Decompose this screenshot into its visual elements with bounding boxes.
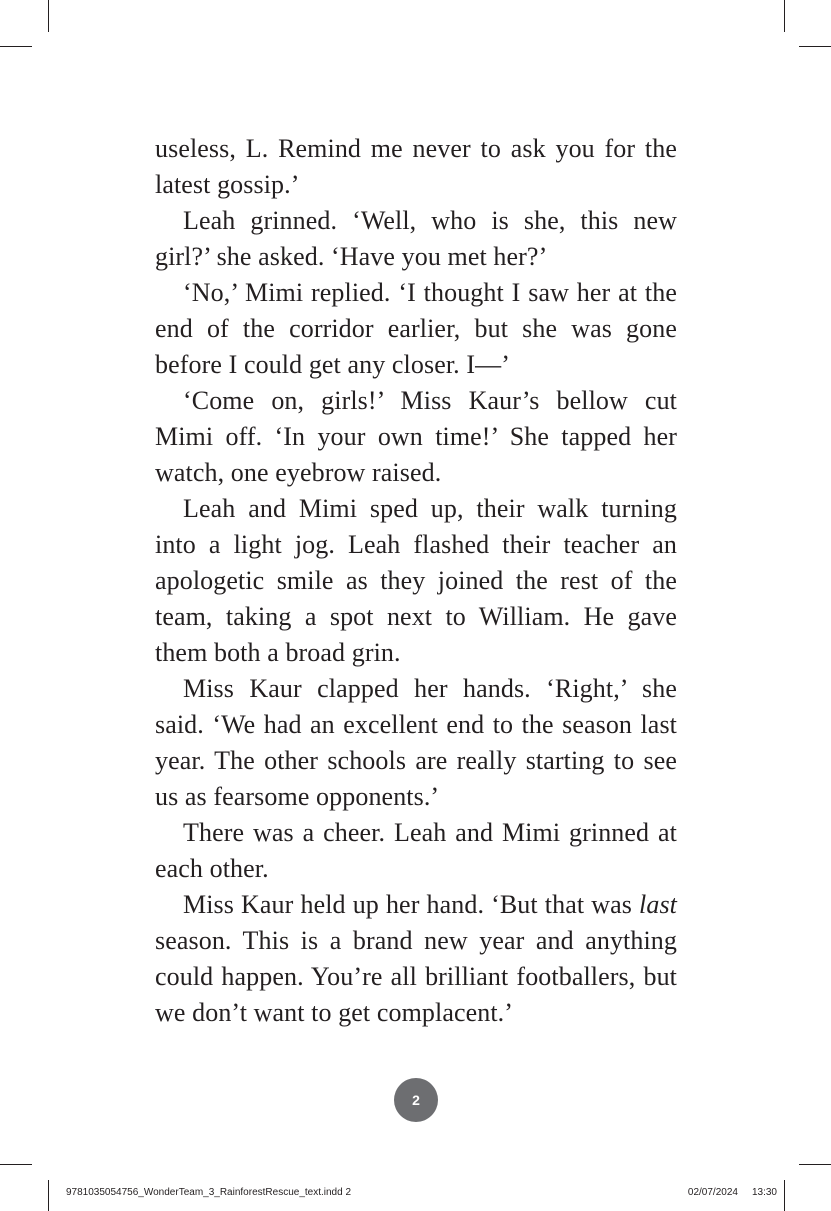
crop-mark-bottom-left	[48, 1180, 49, 1211]
crop-mark-bottom-right-horizontal	[799, 1164, 831, 1165]
paragraph-2: Leah grinned. ‘Well, who is she, this new girl?’ she asked. ‘Have you met her?’	[155, 206, 677, 271]
paragraph-8	[155, 887, 677, 1031]
slug-date: 02/07/2024	[687, 1187, 738, 1198]
slug-filename-line	[66, 1187, 351, 1199]
paragraph-6: Miss Kaur clapped her hands. ‘Right,’ she said. ‘We had an excellent end to the season last year. The other schools are really starting to see us as fearsome opponents.’	[155, 674, 677, 811]
paragraph-7: There was a cheer. Leah and Mimi grinned at each other.	[155, 818, 677, 883]
slug-page: 2	[345, 1187, 352, 1198]
paragraph-3: ‘No,’ Mimi replied. ‘I thought I saw her at the end of the corridor earlier, but she was gone before I could get any closer. I—’	[155, 278, 677, 379]
page-number: 2	[394, 1078, 438, 1122]
slug-filename: 9781035054756_WonderTeam_3_RainforestRescue_text.indd	[66, 1187, 343, 1198]
slug-time: 13:30	[751, 1187, 777, 1198]
crop-mark-bottom-right	[784, 1180, 785, 1211]
slug-datetime	[688, 1187, 777, 1199]
crop-mark-top-right	[784, 0, 785, 32]
paragraph-1: useless, L. Remind me never to ask you for the latest gossip.’	[155, 134, 677, 199]
paragraph-4: ‘Come on, girls!’ Miss Kaur’s bellow cut Mimi off. ‘In your own time!’ She tapped her watch, one eyebrow raised.	[155, 386, 677, 487]
paragraph-8-emphasis: last	[639, 890, 677, 919]
crop-mark-top-left	[48, 0, 49, 32]
paragraph-8-end: season. This is a brand new year and anything could happen. You’re all brilliant footballers, but we don’t want to get complacent.’	[155, 926, 677, 1027]
body-text	[155, 131, 677, 1031]
paragraph-8-start: Miss Kaur held up her hand. ‘But that was	[183, 890, 640, 919]
paragraph-5: Leah and Mimi sped up, their walk turning into a light jog. Leah flashed their teacher an apologetic smile as they joined the rest of the team, taking a spot next to William. He gave them both a broad grin.	[155, 494, 677, 667]
crop-mark-top-left-horizontal	[0, 46, 32, 47]
crop-mark-bottom-left-horizontal	[0, 1164, 32, 1165]
crop-mark-top-right-horizontal	[799, 46, 831, 47]
